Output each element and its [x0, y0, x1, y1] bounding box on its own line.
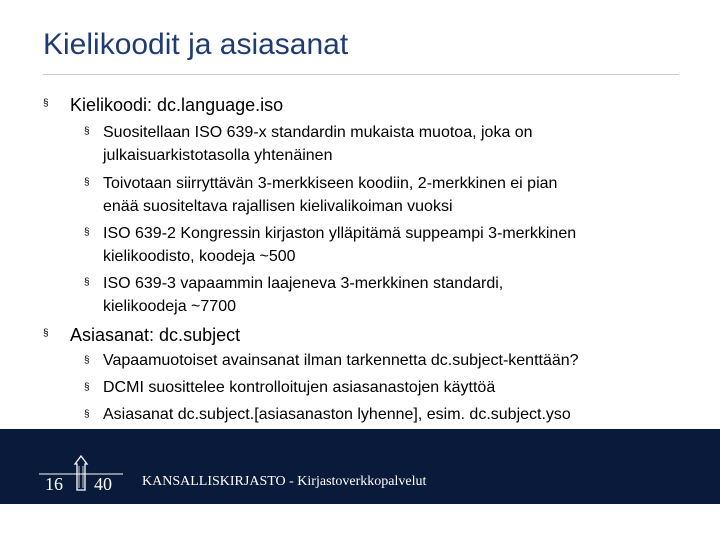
sub-bullet-icon: § [84, 177, 90, 188]
section-heading-subject: Asiasanat: dc.subject [70, 325, 241, 345]
list-item-line: Suositellaan ISO 639-x standardin mukaista muotoa, joka on [103, 124, 533, 141]
sub-bullet-icon: § [84, 382, 90, 393]
list-item-line: kielikoodisto, koodeja ~500 [103, 248, 296, 265]
library-logo-icon [36, 454, 126, 494]
list-item-line: ISO 639-2 Kongressin kirjaston ylläpitämä suppeampi 3-merkkinen [103, 225, 577, 242]
organization-name: KANSALLISKIRJASTO - Kirjastoverkkopalvelut [142, 474, 427, 489]
logo-year-left: 16 [45, 474, 63, 494]
sub-bullet-icon: § [84, 355, 90, 366]
list-item-line: DCMI suosittelee kontrolloitujen asiasanastojen käyttöä [103, 379, 496, 396]
list-item-line: julkaisuarkistotasolla yhtenäinen [103, 147, 333, 164]
list-item-line: Asiasanat dc.subject.[asiasanaston lyhenne], esim. dc.subject.yso [103, 406, 571, 423]
bullet-icon: § [43, 98, 49, 109]
list-item-line: kielikoodeja ~7700 [103, 298, 236, 315]
sub-bullet-icon: § [84, 409, 90, 420]
bullet-icon: § [43, 328, 49, 339]
list-item-line: ISO 639-3 vapaammin laajeneva 3-merkkinen standardi, [103, 275, 504, 292]
list-item-line: enää suositeltava rajallisen kielivalikoiman vuoksi [103, 198, 453, 215]
slide-title: Kielikoodit ja asiasanat [43, 28, 349, 61]
sub-bullet-icon: § [84, 126, 90, 137]
title-divider [43, 74, 679, 75]
list-item-line: Toivotaan siirryttävän 3-merkkiseen koodiin, 2-merkkinen ei pian [103, 175, 558, 192]
sub-bullet-icon: § [84, 227, 90, 238]
list-item-line: Vapaamuotoiset avainsanat ilman tarkennetta dc.subject-kenttään? [103, 352, 579, 369]
logo-year-right: 40 [94, 474, 112, 494]
section-heading-language: Kielikoodi: dc.language.iso [70, 95, 284, 115]
sub-bullet-icon: § [84, 277, 90, 288]
